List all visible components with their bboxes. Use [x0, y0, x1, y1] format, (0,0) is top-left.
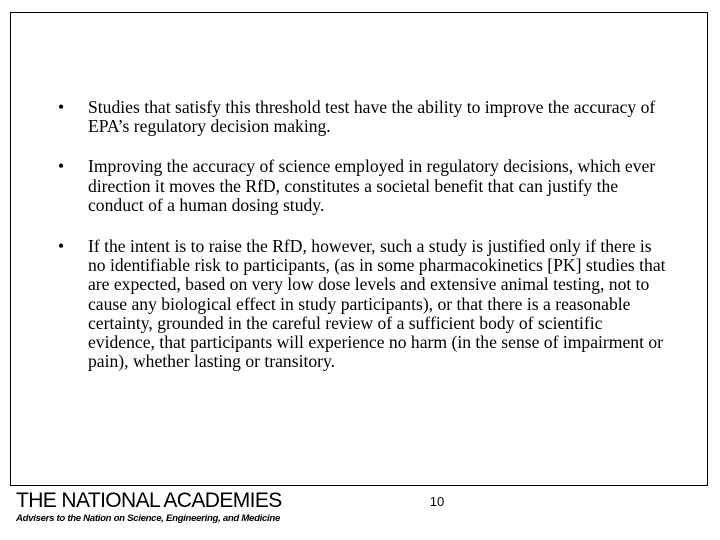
bullet-item [58, 237, 668, 371]
bullet-marker: • [58, 236, 65, 257]
bullet-list [58, 98, 668, 392]
bullet-text: Studies that satisfy this threshold test have the ability to improve the accuracy of EPA’s regulatory decision making. [88, 97, 656, 137]
bullet-marker: • [58, 156, 65, 177]
bullet-text: If the intent is to raise the RfD, however, such a study is justified only if there is no identifiable risk to participants, (as in some pharmacokinetics [PK] studies that are expected, based on very low dose levels and extensive animal testing, not to cause any biological effect in study participants), or that there is a reasonable certainty, grounded in the careful review of a sufficient body of scientific evidence, that participants will experience no harm (in the sense of impairment or pain), whether lasting or transitory. [88, 236, 666, 372]
bullet-item [58, 157, 668, 215]
national-academies-logo [16, 489, 282, 525]
bullet-text: Improving the accuracy of science employed in regulatory decisions, which ever direction it moves the RfD, constitutes a societal benefit that can justify the conduct of a human dosing study. [88, 156, 656, 215]
logo-tagline: Advisers to the Nation on Science, Engineering, and Medicine [16, 513, 281, 524]
logo-name: THE NATIONAL ACADEMIES [16, 489, 282, 512]
page-number: 10 [429, 494, 445, 509]
bullet-marker: • [58, 97, 65, 117]
bullet-item [58, 98, 668, 136]
